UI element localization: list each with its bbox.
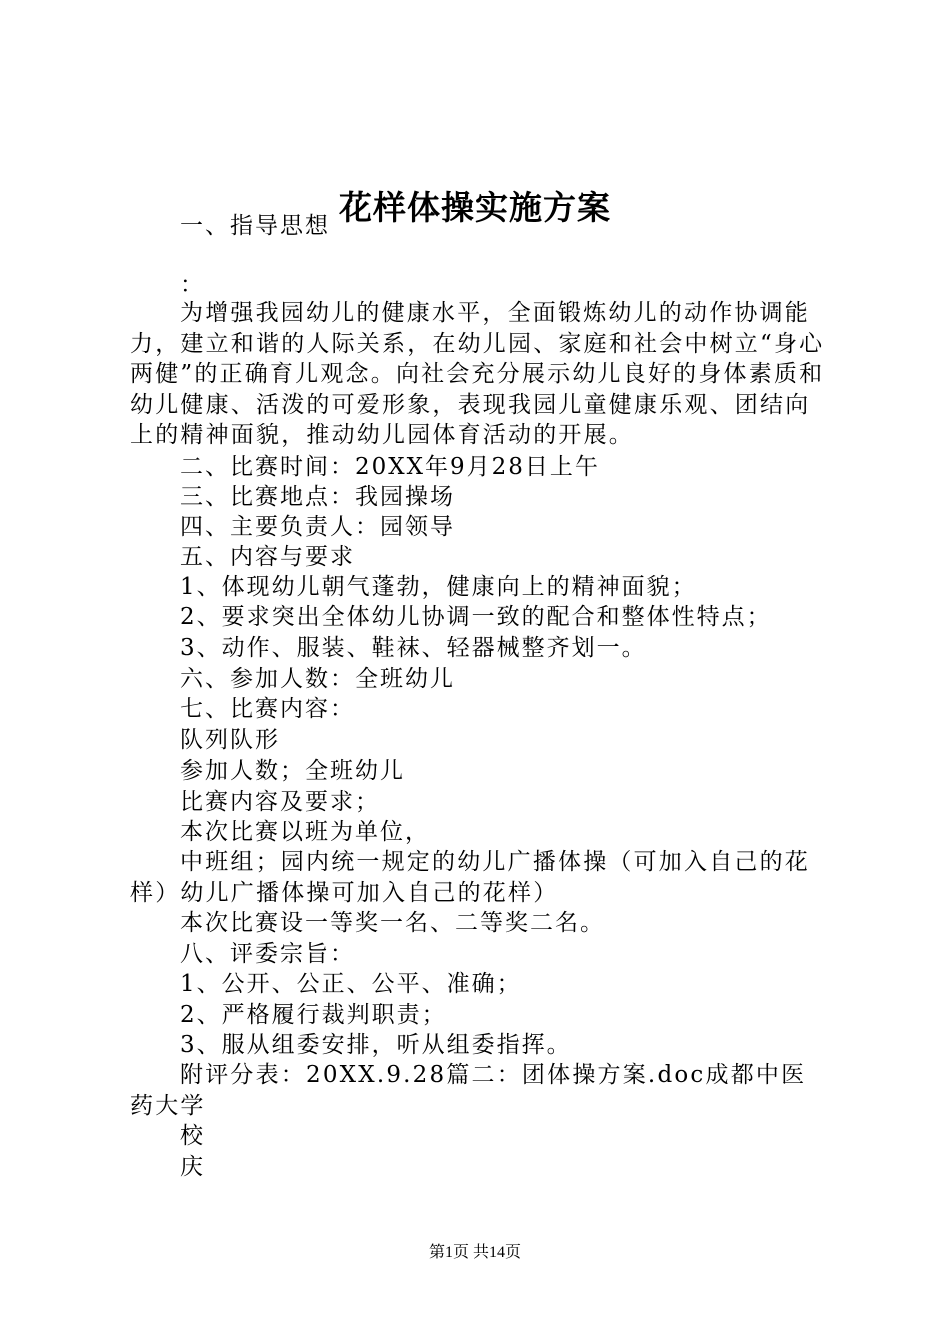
section-heading-guiding-thought: 一、指导思想 [180, 213, 330, 239]
section-content-requirements: 五、内容与要求 [180, 544, 355, 570]
paragraph-purpose: 为增强我园幼儿的健康水平，全面锻炼幼儿的动作协调能力，建立和谐的人际关系，在幼儿园、家庭和社会中树立“身心两健”的正确育儿观念。向社会充分展示幼儿良好的身体素质和幼儿健康、活泼的可爱形象，表现我园儿童健康乐观、团结向上的精神面貌，推动幼儿园体育活动的开展。 [130, 300, 825, 448]
paragraph-appendix: 附评分表：20XX.9.28篇二：团体操方案.doc成都中医药大学 [130, 1062, 807, 1119]
principle-item-3: 3、服从组委安排，听从组委指挥。 [180, 1032, 572, 1058]
requirement-item-1: 1、体现幼儿朝气蓬勃，健康向上的精神面貌； [180, 574, 697, 600]
principle-item-1: 1、公开、公正、公平、准确； [180, 971, 522, 997]
section-participants: 六、参加人数：全班幼儿 [180, 666, 455, 692]
section-judging-principles: 八、评委宗旨： [180, 941, 355, 967]
content-awards: 本次比赛设一等奖一名、二等奖二名。 [180, 910, 605, 936]
document-title: 花样体操实施方案 [339, 188, 611, 227]
requirement-item-2: 2、要求突出全体幼儿协调一致的配合和整体性特点； [180, 604, 772, 630]
content-participants: 参加人数；全班幼儿 [180, 758, 405, 784]
content-formation: 队列队形 [180, 727, 280, 753]
content-requirements: 比赛内容及要求； [180, 789, 380, 815]
line-qing: 庆 [180, 1154, 205, 1180]
requirement-item-3: 3、动作、服装、鞋袜、轻器械整齐划一。 [180, 635, 647, 661]
paragraph-middle-class: 中班组；园内统一规定的幼儿广播体操（可加入自己的花样）幼儿广播体操可加入自己的花样） [130, 849, 810, 906]
colon-line: ： [180, 272, 205, 298]
section-competition-venue: 三、比赛地点：我园操场 [180, 484, 455, 510]
line-xiao: 校 [180, 1123, 205, 1149]
section-person-in-charge: 四、主要负责人：园领导 [180, 514, 455, 540]
section-competition-time: 二、比赛时间：20XX年9月28日上午 [180, 454, 600, 480]
principle-item-2: 2、严格履行裁判职责； [180, 1002, 447, 1028]
section-competition-content: 七、比赛内容： [180, 696, 355, 722]
content-unit: 本次比赛以班为单位， [180, 819, 430, 845]
page-footer: 第1页 共14页 [428, 1244, 521, 1261]
